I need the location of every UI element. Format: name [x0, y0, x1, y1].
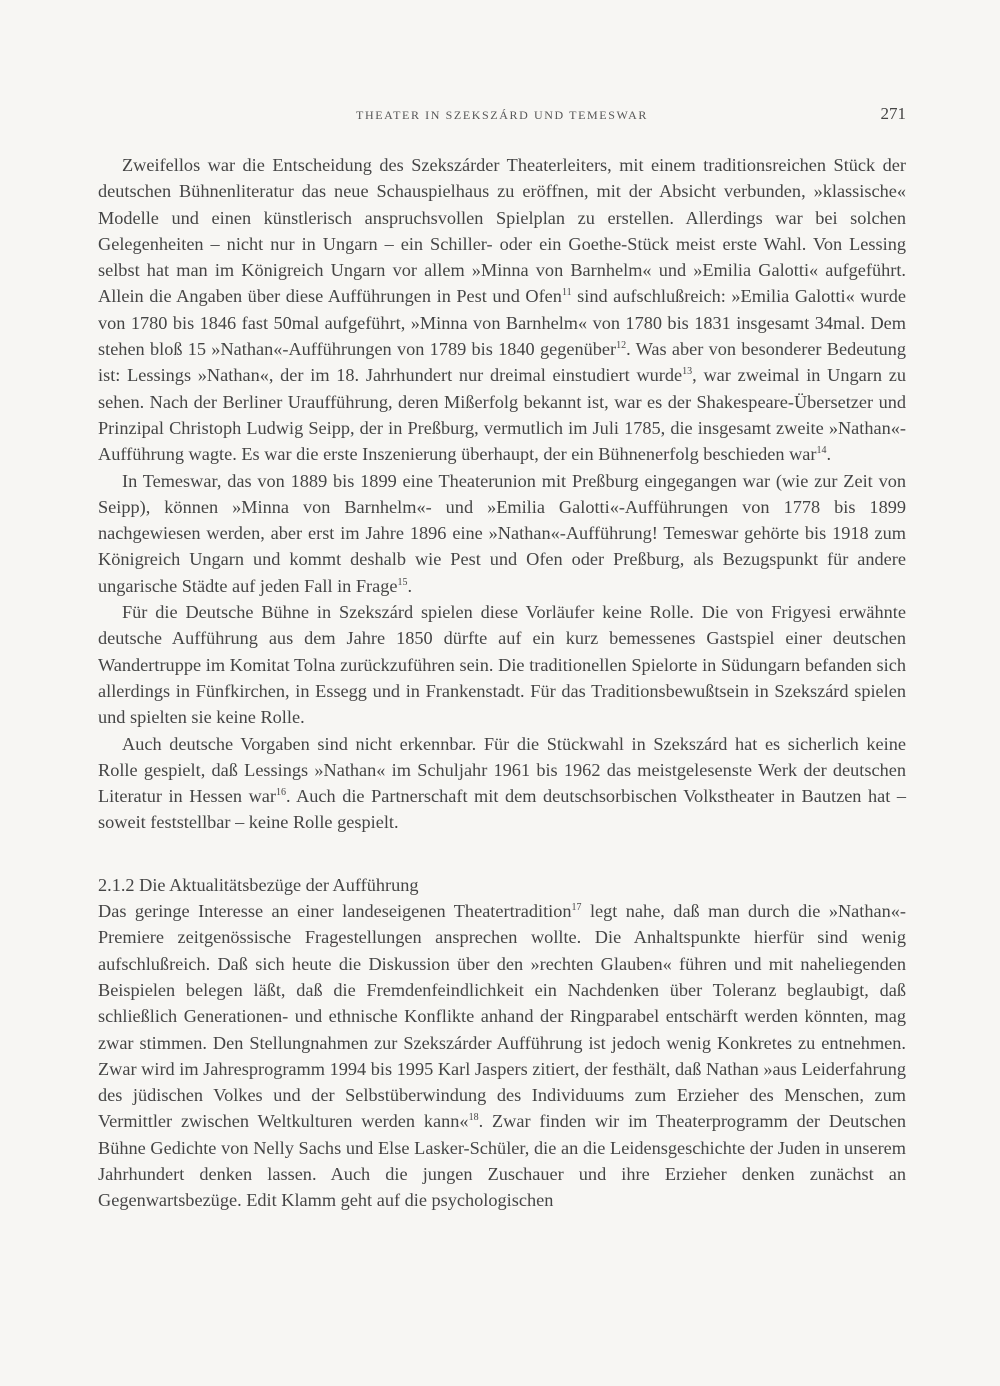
footnote-ref: 17 [571, 902, 582, 914]
running-head [98, 104, 906, 128]
paragraph: Zweifellos war die Entscheidung des Szekszárder Theaterleiters, mit einem traditionsreichen Stück der deutschen Bühnenliteratur das neue Schauspielhaus zu eröffnen, mit der Absicht verbunden, »klassische« Modelle und einen künstlerisch anspruchsvollen Spielplan zu erstellen. Allerdings war bei solchen Gelegenheiten – nicht nur in Ungarn – ein Schiller- oder ein Goethe-Stück meist erste Wahl. Von Lessing selbst hat man im Königreich Ungarn vor allem »Minna von Barnhelm« und »Emilia Galotti« aufgeführt. Allein die Angaben über diese Aufführungen in Pest und Ofen$^{11}$ sind aufschlußreich: »Emilia Galotti« wurde von 1780 bis 1846 fast 50mal aufgeführt, »Minna von Barnhelm« von 1780 bis 1831 insgesamt 34mal. Dem stehen bloß 15 »Nathan«-Aufführungen von 1789 bis 1840 gegenüber$^{12}$. Was aber von besonderer Bedeutung ist: Lessings »Nathan«, der im 18. Jahrhundert nur dreimal einstudiert wurde$^{13}$, war zweimal in Ungarn zu sehen. Nach der Berliner Uraufführung, deren Mißerfolg bekannt ist, war es der Shakespeare-Übersetzer und Prinzipal Christoph Ludwig Seipp, der in Preßburg, vermutlich im Juli 1785, die insgesamt zweite »Nathan«-Aufführung wagte. Es war die erste Inszenierung überhaupt, der ein Bühnenerfolg beschieden war$^{14}$. [98, 155, 906, 465]
footnote-ref: 12 [616, 340, 627, 352]
body-text [98, 152, 906, 1214]
page-number: 271 [880, 104, 906, 123]
footnote-ref: 13 [682, 366, 693, 378]
paragraph: Das geringe Interesse an einer landeseigenen Theatertradition$^{17}$ legt nahe, daß man durch die »Nathan«-Premiere zeitgenössische Fragestellungen ansprechen wollte. Die Anhaltspunkte hierfür sind wenig aufschlußreich. Daß sich heute die Diskussion über den »rechten Glauben« führen und mit naheliegenden Beispielen belegen läßt, daß die Fremdenfeindlichkeit ein Nachdenken über Toleranz beglaubigt, daß schließlich Generationen- und ethnische Konflikte anhand der Ringparabel entschärft werden könnten, mag zwar stimmen. Den Stellungnahmen zur Szekszárder Aufführung ist jedoch wenig Konkretes zu entnehmen. Zwar wird im Jahresprogramm 1994 bis 1995 Karl Jaspers zitiert, der festhält, daß Nathan »aus Leiderfahrung des jüdischen Volkes und der Selbstüberwindung des Individuums zum Erzieher des Menschen, zum Vermittler zwischen Weltkulturen werden kann«$^{18}$. Zwar finden wir im Theaterprogramm der Deutschen Bühne Gedichte von Nelly Sachs und Else Lasker-Schüler, die an die Leidensgeschichte der Juden in unserem Jahrhundert denken lassen. Auch die jungen Zuschauer und ihre Erzieher denken zunächst an Gegenwartsbezüge. Edit Klamm geht auf die psychologischen [98, 901, 907, 1211]
footnote-ref: 11 [561, 287, 572, 299]
running-title: THEATER IN SZEKSZÁRD UND TEMESWAR [356, 108, 648, 122]
footnote-ref: 14 [816, 445, 827, 457]
footnote-ref: 16 [275, 787, 286, 799]
footnote-ref: 18 [468, 1112, 479, 1124]
paragraph: In Temeswar, das von 1889 bis 1899 eine Theaterunion mit Preßburg eingegangen war (wie zur Zeit von Seipp), können »Minna von Barnhelm«- und »Emilia Galotti«-Aufführungen von 1778 bis 1899 nachgewiesen werden, aber erst im Jahre 1896 eine »Nathan«-Aufführung! Temeswar gehörte bis 1918 zum Königreich Ungarn und kommt deshalb wie Pest und Ofen oder Preßburg, als Bezugspunkt für andere ungarische Städte auf jeden Fall in Frage$^{15}$. [98, 470, 906, 596]
footnote-ref: 15 [397, 576, 408, 588]
section-body [98, 898, 906, 1214]
section-heading: 2.1.2 Die Aktualitätsbezüge der Aufführung [98, 874, 419, 895]
paragraph: Auch deutsche Vorgaben sind nicht erkennbar. Für die Stückwahl in Szekszárd hat es sicherlich keine Rolle gespielt, daß Lessings »Nathan« im Schuljahr 1961 bis 1962 das meistgelesenste Werk der deutschen Literatur in Hessen war$^{16}$. Auch die Partnerschaft mit dem deutschsorbischen Volkstheater in Bautzen hat – soweit feststellbar – keine Rolle gespielt. [98, 733, 906, 833]
paragraph: Für die Deutsche Bühne in Szekszárd spielen diese Vorläufer keine Rolle. Die von Frigyesi erwähnte deutsche Aufführung aus dem Jahre 1850 dürfte auf ein kurz bemessenes Gastspiel einer deutschen Wandertruppe im Komitat Tolna zurückzuführen sein. Die traditionellen Spielorte in Südungarn befanden sich allerdings in Fünfkirchen, in Essegg und in Frankenstadt. Für das Traditionsbewußtsein in Szekszárd spielen und spielten sie keine Rolle. [98, 602, 906, 728]
